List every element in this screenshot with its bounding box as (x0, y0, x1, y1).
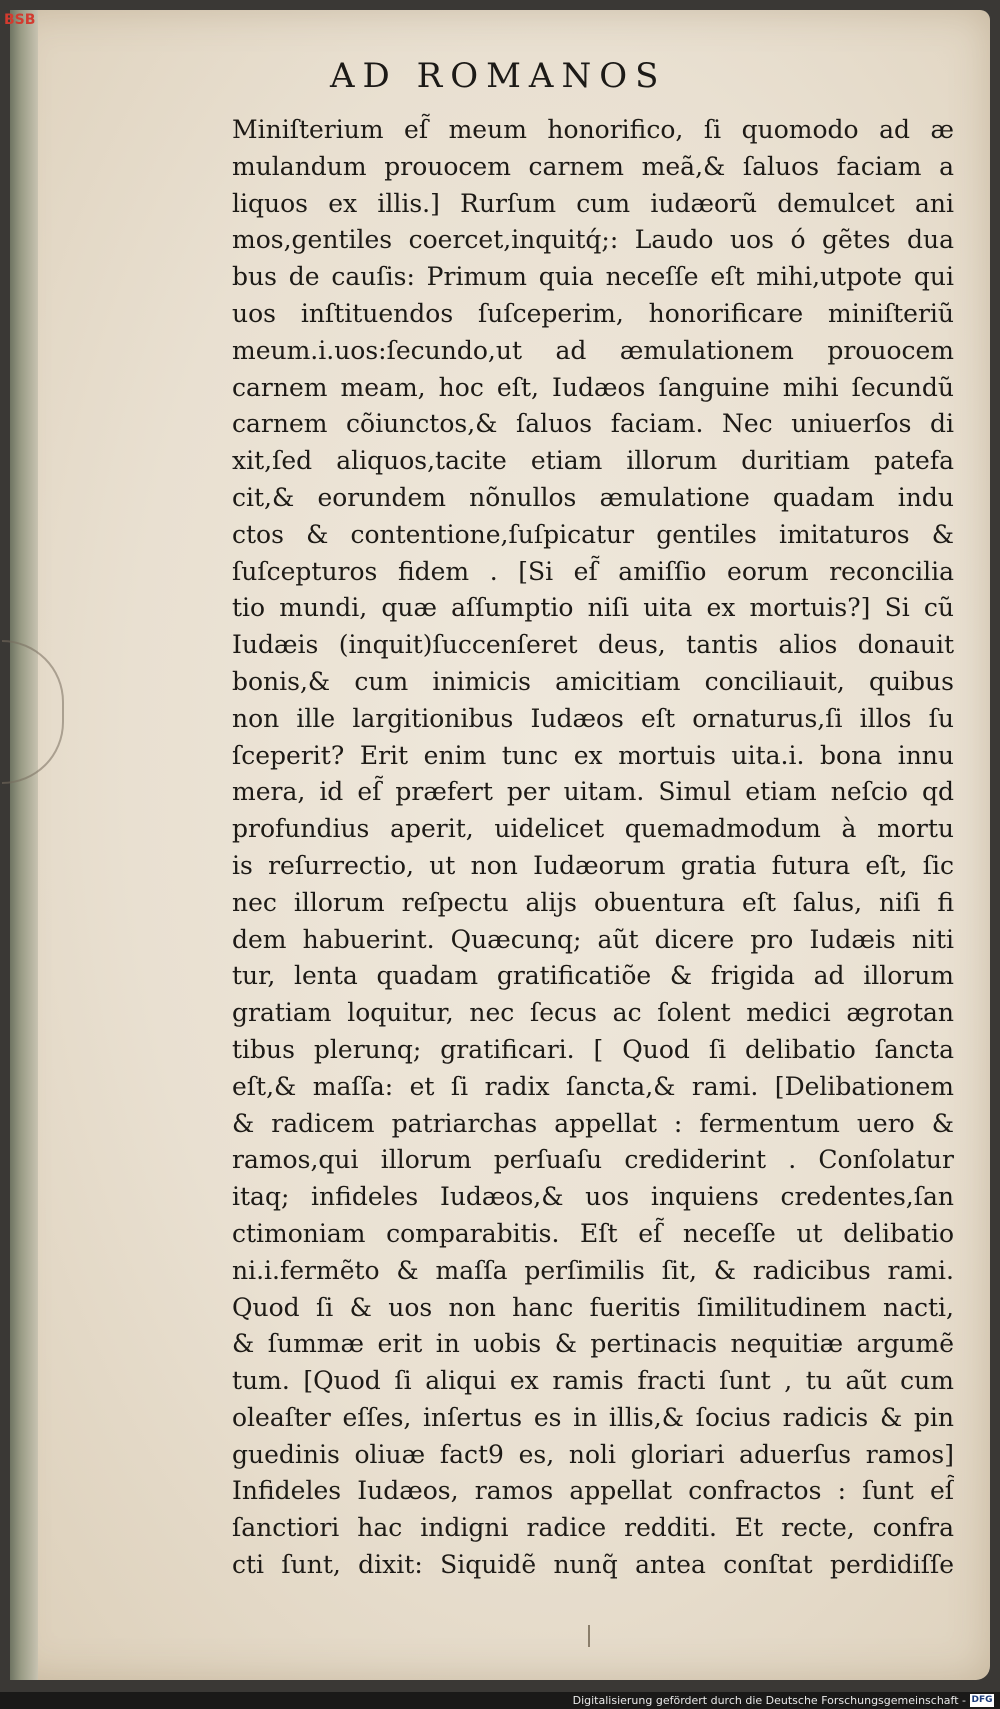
text-line: ſanctiori hac indigni radice redditi. Et recte, confra (232, 1513, 954, 1543)
text-line: ramos,qui illorum perſuaſu crediderint . Conſolatur (232, 1145, 954, 1175)
text-line: mos,gentiles coercet,inquitq́;: Laudo uos ó gẽtes dua (232, 225, 954, 255)
text-body (232, 112, 954, 1584)
text-line: ſuſcepturos fidem . [Si eſ̃ amiſſio eorum reconcilia (232, 556, 954, 586)
text-line: nec illorum reſpectu alijs obuentura eſt ſalus, niſi fi (232, 887, 954, 917)
text-line: is reſurrectio, ut non Iudæorum gratia futura eſt, ſic (232, 850, 954, 880)
text-line: oleaſter eſſes, inſertus es in illis,& ſocius radicis & pin (232, 1402, 954, 1432)
text-line: meum.i.uos:ſecundo,ut ad æmulationem prouocem (232, 335, 954, 365)
text-line: carnem meam, hoc eſt, Iudæos ſanguine mihi ſecundũ (232, 372, 954, 402)
text-line: Iudæis (inquit)ſuccenſeret deus, tantis alios donauit (232, 630, 954, 660)
text-line: gratiam loquitur, nec ſecus ac ſolent medici ægrotan (232, 998, 954, 1028)
text-line: ſceperit? Erit enim tunc ex mortuis uita.i. bona innu (232, 740, 954, 770)
text-line: mulandum prouocem carnem meã,& ſaluos faciam a (232, 151, 954, 181)
text-line: itaq; infideles Iudæos,& uos inquiens credentes,ſan (232, 1182, 954, 1212)
running-head: AD ROMANOS (330, 56, 667, 96)
library-stamp: BSB (4, 12, 36, 28)
text-line: tum. [Quod ſi aliqui ex ramis fracti ſunt , tu aũt cum (232, 1366, 954, 1396)
text-line: cti ſunt, dixit: Siquidẽ nunq̃ antea conſtat perdidiſſe (232, 1550, 954, 1580)
text-line: Infideles Iudæos, ramos appellat confractos : ſunt eſ̃ (232, 1476, 954, 1506)
text-line: non ille largitionibus Iudæos eſt ornaturus,ſi illos ſu (232, 703, 954, 733)
text-line: mera, id eſ̃ præfert per uitam. Simul etiam neſcio qd (232, 777, 954, 807)
text-line: tibus plerunq; gratificari. [ Quod ſi delibatio ſancta (232, 1034, 954, 1064)
text-line: guedinis oliuæ fact9 es, noli gloriari aduerſus ramos] (232, 1439, 954, 1469)
text-line: dem habuerint. Quæcunq; aũt dicere pro Iudæis niti (232, 924, 954, 954)
text-line: uos inſtituendos ſuſceperim, honorificare miniſteriũ (232, 298, 954, 328)
text-line: cit,& eorundem nõnullos æmulatione quadam indu (232, 482, 954, 512)
dfg-logo: DFG (971, 1695, 993, 1705)
text-line: Quod ſi & uos non hanc fueritis ſimilitudinem nacti, (232, 1292, 954, 1322)
book-gutter (10, 10, 38, 1680)
text-line: ni.i.fermẽto & maſſa perſimilis ſit, & radicibus rami. (232, 1255, 954, 1285)
text-line: carnem cõiunctos,& ſaluos faciam. Nec uniuerſos di (232, 409, 954, 439)
text-line: ctos & contentione,ſuſpicatur gentiles imitaturos & (232, 519, 954, 549)
page-mark (588, 1625, 590, 1647)
text-line: Miniſterium eſ̃ meum honorifico, ſi quomodo ad æ (232, 115, 954, 144)
text-line: tur, lenta quadam gratificatiõe & frigida ad illorum (232, 961, 954, 991)
text-line: ctimoniam comparabitis. Eſt eſ̃ neceſſe ut delibatio (232, 1218, 954, 1248)
text-line: & ſummæ erit in uobis & pertinacis nequitiæ argumẽ (232, 1329, 954, 1359)
text-line: bus de cauſis: Primum quia neceſſe eſt mihi,utpote qui (232, 262, 954, 292)
text-line: xit,ſed aliquos,tacite etiam illorum duritiam patefa (232, 446, 954, 476)
text-line: bonis,& cum inimicis amicitiam conciliauit, quibus (232, 666, 954, 696)
digitization-credit: Digitalisierung gefördert durch die Deutsche Forschungsgemeinschaft - (572, 1694, 966, 1707)
text-line: profundius aperit, uidelicet quemadmodum à mortu (232, 814, 954, 844)
text-line: eſt,& maſſa: et ſi radix ſancta,& rami. [Delibationem (232, 1071, 954, 1101)
text-line: & radicem patriarchas appellat : fermentum uero & (232, 1108, 954, 1138)
text-line: tio mundi, quæ aſſumptio niſi uita ex mortuis?] Si cũ (232, 593, 954, 623)
text-line: liquos ex illis.] Rurſum cum iudæorũ demulcet ani (232, 188, 954, 218)
